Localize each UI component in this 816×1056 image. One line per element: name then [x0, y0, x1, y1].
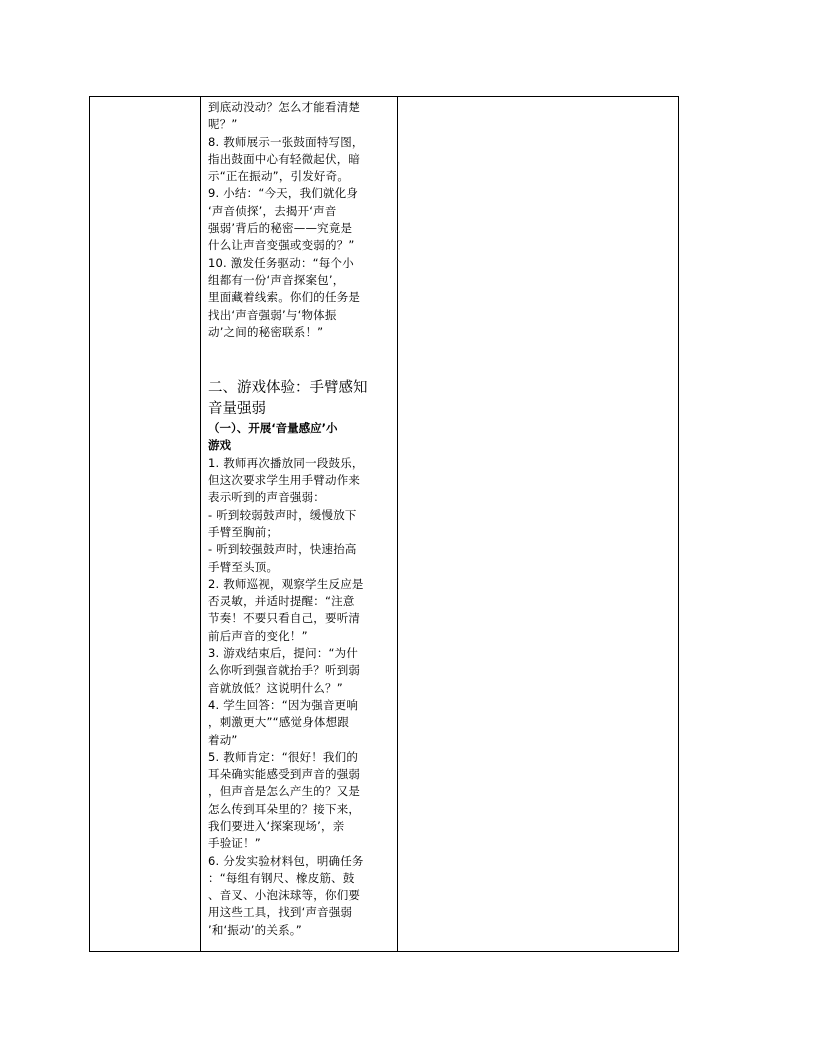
text-line: ’和‘振动’的关系。”: [208, 922, 302, 937]
text-line: 音就放低？这说明什么？”: [208, 680, 343, 695]
text-line: ，但声音是怎么产生的？又是: [208, 784, 361, 799]
text-line: 手验证！”: [208, 836, 261, 851]
text-line: 到底动没动？怎么才能看清楚: [208, 100, 361, 114]
text-line: 手臂至头顶。: [208, 559, 279, 574]
text-line: 5. 教师肯定：“很好！我们的: [208, 749, 359, 764]
text-line: 找出‘声音强弱’与‘物体振: [208, 307, 337, 322]
text-line: 2. 教师巡视，观察学生反应是: [208, 576, 364, 591]
text-line: 强弱’背后的秘密——究竟是: [208, 221, 353, 236]
text-line: 么你听到强音就抬手？听到弱: [208, 663, 361, 678]
text-line: 组都有一份‘声音探案包’，: [208, 272, 345, 287]
subsection-heading: [208, 420, 387, 455]
text-line: 里面藏着线索。你们的任务是: [208, 290, 361, 305]
text-line: 手臂至胸前；: [208, 524, 279, 539]
text-line: 6. 分发实验材料包，明确任务: [208, 853, 364, 868]
text-line: 9. 小结：“今天，我们就化身: [208, 186, 359, 201]
text-line: 怎么传到耳朵里的？接下来，: [208, 801, 361, 816]
text-line: 示“正在振动”，引发好奇。: [208, 169, 350, 184]
text-line: 前后声音的变化！”: [208, 628, 308, 643]
text-line: 10. 激发任务驱动：“每个小: [208, 255, 354, 270]
text-line: 表示听到的声音强弱：: [208, 490, 325, 505]
text-line: ‘声音侦探’，去揭开‘声音: [208, 203, 337, 218]
text-line: 我们要进入‘探案现场’，亲: [208, 818, 345, 833]
text-line: 呢？”: [208, 117, 238, 132]
text-line: 1. 教师再次播放同一段鼓乐，: [208, 455, 364, 470]
text-line: 4. 学生回答：“因为强音更响: [208, 697, 359, 712]
text-line: 节奏！不要只看自己，要听清: [208, 611, 361, 626]
text-line: 否灵敏，并适时提醒：“注意: [208, 594, 355, 609]
section-heading-line: 音量强弱: [208, 401, 266, 418]
text-line: 指出鼓面中心有轻微起伏，暗: [208, 151, 361, 166]
lesson-table: [89, 96, 679, 952]
subsection-heading-line: 游戏: [208, 438, 231, 453]
text-line: ：“每组有钢尺、橡皮筋、鼓: [208, 870, 355, 885]
intro-text-block: [208, 99, 387, 341]
text-line: 着动”: [208, 732, 238, 747]
subsection-heading-line: （一）、开展‘音量感应’小: [208, 421, 338, 436]
text-line: ，刺激更大”“感觉身体想跟: [208, 715, 350, 730]
section-heading: [208, 378, 387, 420]
text-line: 动’之间的秘密联系！”: [208, 324, 324, 339]
text-line: 什么让声音变强或变弱的？”: [208, 238, 355, 253]
table-cell-teaching-process: [201, 97, 398, 951]
text-line: 8. 教师展示一张鼓面特写图，: [208, 134, 364, 149]
table-cell-left: [90, 97, 201, 951]
table-cell-right: [398, 97, 678, 951]
text-line: 3. 游戏结束后，提问：“为什: [208, 646, 359, 661]
activity-text-block: [208, 455, 387, 939]
text-line: - 听到较弱鼓声时，缓慢放下: [208, 507, 357, 522]
text-line: 用这些工具，找到‘声音强弱: [208, 905, 353, 920]
section-heading-line: 二、游戏体验：手臂感知: [208, 380, 368, 397]
text-line: 但这次要求学生用手臂动作来: [208, 473, 361, 488]
text-line: - 听到较强鼓声时，快速抬高: [208, 542, 357, 557]
text-line: 、音叉、小泡沫球等，你们要: [208, 888, 361, 903]
blank-space: [208, 341, 387, 378]
text-line: 耳朵确实能感受到声音的强弱: [208, 767, 361, 782]
